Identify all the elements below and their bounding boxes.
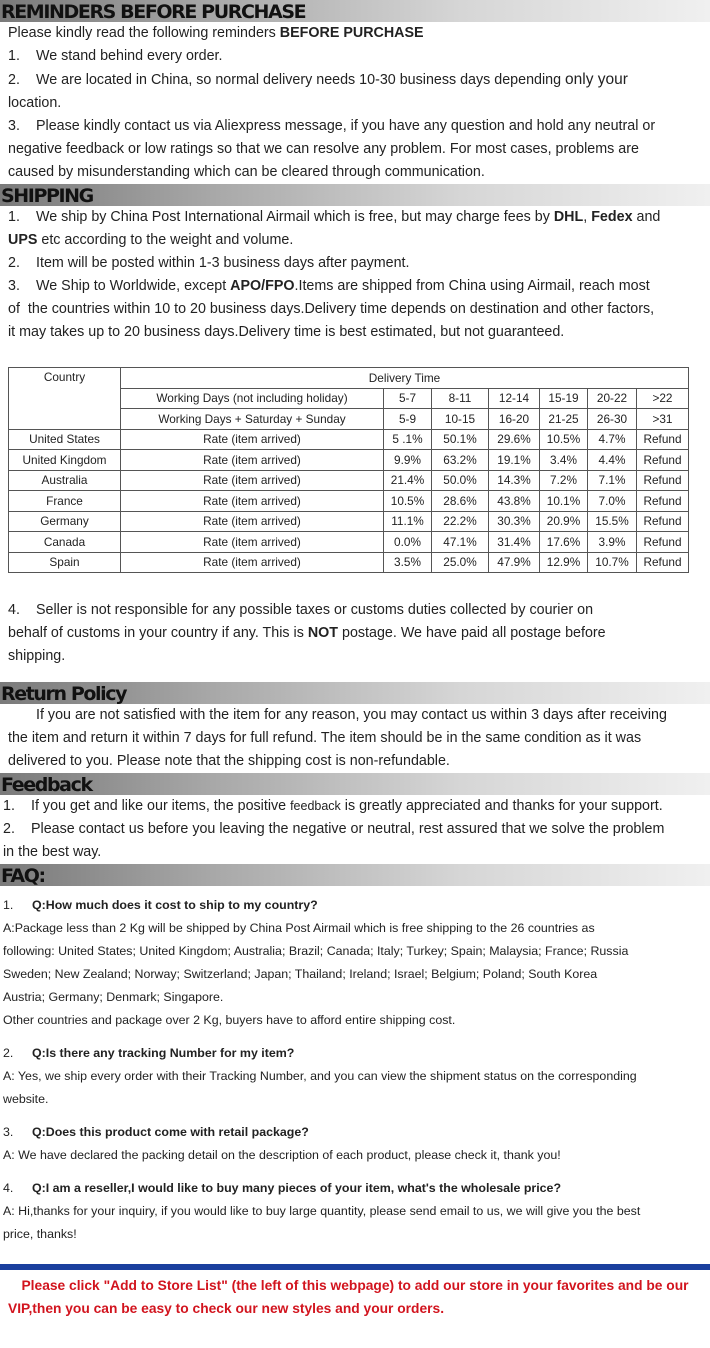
table-row: Working Days + Saturday + Sunday 5-9 10-15 16-20 21-25 26-30 >31	[9, 409, 689, 430]
country-header: Country	[9, 368, 121, 430]
return-policy-line: If you are not satisfied with the item for any reason, you may contact us within 3 days after receiving	[36, 707, 667, 723]
delivery-time-header: Delivery Time	[121, 368, 689, 389]
table-row: France Rate (item arrived) 10.5% 28.6% 43.8% 10.1% 7.0% Refund	[9, 491, 689, 512]
faq-item-3: 3. Q:Does this product come with retail package? A: We have declared the packing detail on the description of each product, please check it, thank you!	[3, 1125, 561, 1162]
delivery-time-table	[8, 367, 689, 573]
shipping-item-3: 3. We Ship to Worldwide, except APO/FPO.Items are shipped from China using Airmail, reach most	[8, 278, 650, 294]
faq-heading: FAQ:	[0, 864, 710, 886]
reminder-item-2-cont: location.	[8, 95, 62, 111]
return-policy-line: delivered to you. Please note that the shipping cost is non-refundable.	[8, 753, 450, 769]
faq-item-4: 4. Q:I am a reseller,I would like to buy many pieces of your item, what's the wholesale price? A: Hi,thanks for your inquiry, if you would like to buy large quantity, please send email to us, we will give you the best price, thanks!	[3, 1181, 641, 1241]
store-note: Please click "Add to Store List" (the left of this webpage) to add our store in your favorites and be our VIP,then you can be easy to check our new styles and your orders.	[8, 1278, 689, 1316]
shipping-item-4: 4. Seller is not responsible for any possible taxes or customs duties collected by courier on	[8, 602, 594, 618]
table-row: Australia Rate (item arrived) 21.4% 50.0% 14.3% 7.2% 7.1% Refund	[9, 470, 689, 491]
reminder-item-3-cont: caused by misunderstanding which can be cleared through communication.	[8, 164, 485, 180]
table-row: Canada Rate (item arrived) 0.0% 47.1% 31.4% 17.6% 3.9% Refund	[9, 532, 689, 553]
table-row: Germany Rate (item arrived) 11.1% 22.2% 30.3% 20.9% 15.5% Refund	[9, 511, 689, 532]
table-row: Working Days (not including holiday) 5-7 8-11 12-14 15-19 20-22 >22	[9, 388, 689, 409]
shipping-item-4-cont: shipping.	[8, 648, 66, 664]
table-row: Spain Rate (item arrived) 3.5% 25.0% 47.9% 12.9% 10.7% Refund	[9, 552, 689, 573]
shipping-item-3-cont: it may takes up to 20 business days.Delivery time is best estimated, but not guaranteed.	[8, 324, 565, 340]
feedback-item-2-cont: in the best way.	[3, 844, 102, 860]
faq-item-1: 1. Q:How much does it cost to ship to my country? A:Package less than 2 Kg will be shipped by China Post Airmail which is free shipping to the 26 countries as following: United States; United Kingdom; Australia; Brazil; Canada; Italy; Turkey; Spain; Malaysia; France; Russia Sweden; New Zealand; Norway; Switzerland; Japan; Thailand; Ireland; Israel; Belgium; Poland; South Korea Austria; Germany; Denmark; Singapore. Other countries and package over 2 Kg, buyers have to afford entire shipping cost.	[3, 898, 629, 1027]
faq-item-2: 2. Q:Is there any tracking Number for my item? A: Yes, we ship every order with their Tracking Number, and you can view the shipment status on the corresponding website.	[3, 1046, 637, 1106]
feedback-heading: Feedback	[0, 773, 710, 795]
feedback-item-1: 1. If you get and like our items, the positive feedback is greatly appreciated and thanks for your support.	[3, 798, 663, 814]
reminder-item-3: 3. Please kindly contact us via Aliexpress message, if you have any question and hold any neutral or	[8, 118, 656, 134]
shipping-item-1-cont: UPS etc according to the weight and volume.	[8, 232, 294, 248]
return-policy-heading: Return Policy	[0, 682, 710, 704]
reminders-intro: Please kindly read the following reminders BEFORE PURCHASE	[8, 25, 424, 41]
reminders-heading: REMINDERS BEFORE PURCHASE	[0, 0, 710, 22]
shipping-item-1: 1. We ship by China Post International Airmail which is free, but may charge fees by DHL, Fedex and	[8, 209, 661, 225]
shipping-item-4-cont: behalf of customs in your country if any. This is NOT postage. We have paid all postage before	[8, 625, 606, 641]
table-row: United Kingdom Rate (item arrived) 9.9% 63.2% 19.1% 3.4% 4.4% Refund	[9, 450, 689, 471]
shipping-heading: SHIPPING	[0, 184, 710, 206]
reminder-item-3-cont: negative feedback or low ratings so that we can resolve any problem. For most cases, problems are	[8, 141, 639, 157]
shipping-item-3-cont: of the countries within 10 to 20 business days.Delivery time depends on destination and other factors,	[8, 301, 655, 317]
feedback-item-2: 2. Please contact us before you leaving the negative or neutral, rest assured that we solve the problem	[3, 821, 665, 837]
return-policy-line: the item and return it within 7 days for full refund. The item should be in the same condition as it was	[8, 730, 642, 746]
shipping-item-2: 2. Item will be posted within 1-3 business days after payment.	[8, 255, 410, 271]
reminder-item-1: 1. We stand behind every order.	[8, 48, 223, 64]
table-row: United States Rate (item arrived) 5 .1% 50.1% 29.6% 10.5% 4.7% Refund	[9, 429, 689, 450]
reminder-item-2: 2. We are located in China, so normal delivery needs 10-30 business days depending only your	[8, 71, 628, 88]
